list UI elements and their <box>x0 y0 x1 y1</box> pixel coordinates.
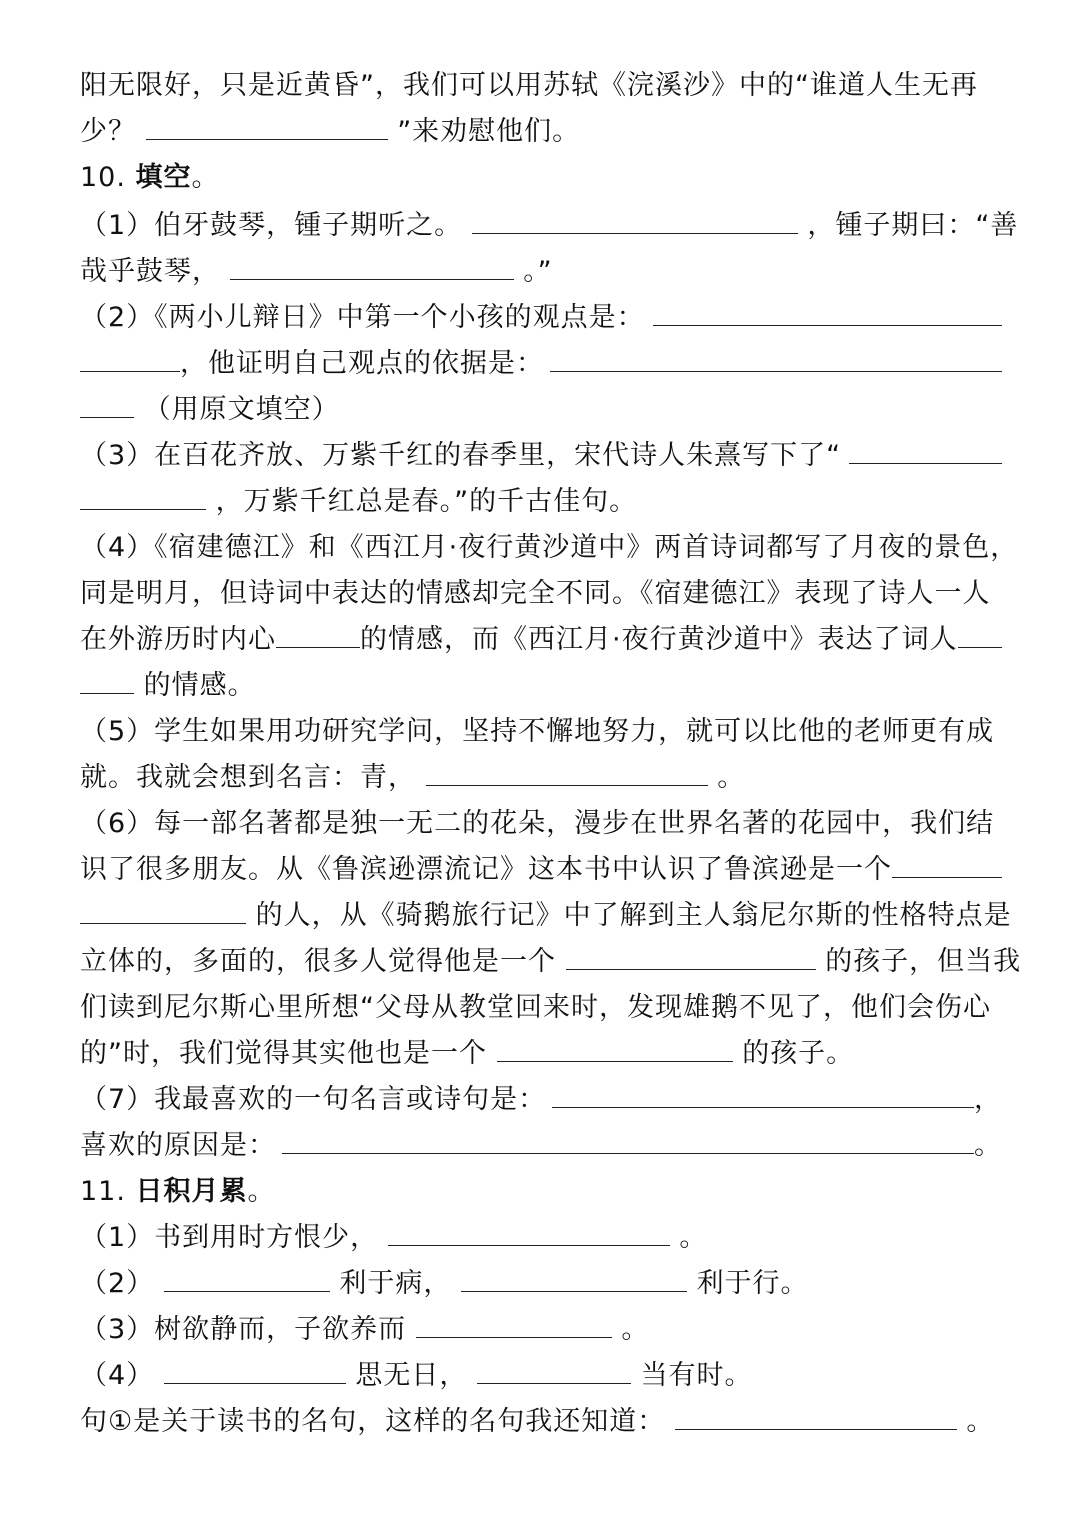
q10-3-text-b: ，万紫千红总是春。”的千古佳句。 <box>215 486 638 517</box>
q10-1-text-c: 哉乎鼓琴， <box>80 256 220 287</box>
q10-6-blank-3[interactable] <box>497 1035 733 1062</box>
q11-4-text-c: 当有时。 <box>640 1360 753 1391</box>
q10-6-text-d: 立体的，多面的，很多人觉得他是一个 <box>80 946 556 977</box>
q10-7-line-1 <box>80 1080 1002 1120</box>
q10-3-line-2 <box>80 482 1002 522</box>
q10-4-text-b: 同是明月，但诗词中表达的情感却完全不同。《宿建德江》表现了诗人一人 <box>80 578 991 609</box>
q10-4-blank-2[interactable] <box>958 621 1002 648</box>
q10-4-text-d: 的情感，而《西江月·夜行黄沙道中》表达了词人 <box>360 624 958 655</box>
q10-5-text-a: （5）学生如果用功研究学问，坚持不懈地努力，就可以比他的老师更有成 <box>80 716 995 747</box>
q10-4-line-2 <box>80 574 1002 614</box>
q10-6-text-g: 的”时，我们觉得其实他也是一个 <box>80 1038 487 1069</box>
q10-4-line-3 <box>80 620 1002 660</box>
q11-4-text-a: （4） <box>80 1360 155 1391</box>
q10-3-blank-cont[interactable] <box>80 483 206 510</box>
q11-title-end: 。 <box>247 1176 276 1207</box>
q10-7-line-2 <box>80 1126 1002 1166</box>
q10-title: 填空 <box>135 162 192 193</box>
q10-4-line-4 <box>80 666 1002 706</box>
q11-title: 日积月累 <box>135 1176 248 1207</box>
q10-4-blank-1[interactable] <box>276 621 360 648</box>
q11-heading <box>80 1172 1002 1212</box>
q11-2-text-c: 利于行。 <box>696 1268 809 1299</box>
q10-1-blank-2[interactable] <box>230 253 514 280</box>
q10-6-text-f: 们读到尼尔斯心里所想“父母从教堂回来时，发现雄鹅不见了，他们会伤心 <box>80 992 991 1023</box>
q11-4-line <box>80 1356 1002 1396</box>
q10-heading <box>80 158 1002 198</box>
q10-6-line-2 <box>80 850 1002 890</box>
q10-7-text-b: ， <box>974 1084 1002 1115</box>
q10-6-text-b: 识了很多朋友。从《鲁滨逊漂流记》这本书中认识了鲁滨逊是一个 <box>80 854 892 885</box>
q11-4-text-b: 思无日， <box>355 1360 468 1391</box>
q10-title-end: 。 <box>191 162 220 193</box>
q10-6-text-c: 的人，从《骑鹅旅行记》中了解到主人翁尼尔斯的性格特点是 <box>255 900 1012 931</box>
q10-2-text-c: （用原文填空） <box>143 394 340 425</box>
q10-3-line-1 <box>80 436 1002 476</box>
q10-7-blank-1[interactable] <box>552 1081 974 1108</box>
q11-4-blank-2[interactable] <box>477 1357 631 1384</box>
q10-number: 10. <box>80 162 126 193</box>
q10-6-line-3 <box>80 896 1012 936</box>
q11-2-text-b: 利于病， <box>339 1268 452 1299</box>
q10-6-line-6 <box>80 1034 1002 1074</box>
q10-7-blank-2[interactable] <box>282 1127 974 1154</box>
q10-4-blank-2-cont[interactable] <box>80 667 134 694</box>
q10-2-text-b: ，他证明自己观点的依据是： <box>180 348 544 379</box>
q11-4-blank-1[interactable] <box>164 1357 346 1384</box>
q11-tail-text-a: 句①是关于读书的名句，这样的名句我还知道： <box>80 1406 666 1437</box>
q11-2-text-a: （2） <box>80 1268 155 1299</box>
q10-6-blank-2[interactable] <box>566 943 816 970</box>
q10-1-text-a: （1）伯牙鼓琴，锺子期听之。 <box>80 210 463 241</box>
q10-1-line-1 <box>80 206 1019 246</box>
q10-5-blank[interactable] <box>426 759 708 786</box>
q10-3-text-a: （3）在百花齐放、万紫千红的春季里，宋代诗人朱熹写下了“ <box>80 440 842 471</box>
q9-line-2 <box>80 112 1002 152</box>
q11-3-blank[interactable] <box>416 1311 612 1338</box>
q10-6-line-4 <box>80 942 1022 982</box>
q10-6-blank-1[interactable] <box>892 851 1002 878</box>
q10-4-text-c: 在外游历时内心 <box>80 624 276 655</box>
q11-number: 11. <box>80 1176 126 1207</box>
q10-6-text-a: （6）每一部名著都是独一无二的花朵，漫步在世界名著的花园中，我们结 <box>80 808 995 839</box>
q10-1-blank-1[interactable] <box>472 207 798 234</box>
q10-5-text-c: 。 <box>717 762 746 793</box>
q10-1-line-2 <box>80 252 1002 292</box>
q10-1-text-d: 。” <box>523 256 553 287</box>
q10-2-blank-1-cont[interactable] <box>80 345 180 372</box>
q11-1-text-b: 。 <box>679 1222 708 1253</box>
q11-tail-line <box>80 1402 1002 1442</box>
q9-text-2b: ”来劝慰他们。 <box>397 116 581 147</box>
q11-2-line <box>80 1264 1002 1304</box>
q10-6-line-1 <box>80 804 1002 844</box>
q9-line-1 <box>80 66 1002 106</box>
q10-2-line-3 <box>80 390 1002 430</box>
q9-text-2a: 少？ <box>80 116 136 147</box>
q10-3-blank[interactable] <box>849 437 1002 464</box>
q10-2-text-a: （2）《两小儿辩日》中第一个小孩的观点是： <box>80 302 645 333</box>
q10-4-text-a: （4）《宿建德江》和《西江月·夜行黄沙道中》两首诗词都写了月夜的景色， <box>80 532 1019 563</box>
q10-5-line-2 <box>80 758 1002 798</box>
q10-1-text-b: ，锺子期曰：“善 <box>807 210 1019 241</box>
q10-7-text-a: （7）我最喜欢的一句名言或诗句是： <box>80 1084 547 1115</box>
q10-6-text-e: 的孩子，但当我 <box>825 946 1022 977</box>
q10-2-blank-2[interactable] <box>550 345 1002 372</box>
q10-7-text-c: 喜欢的原因是： <box>80 1130 276 1161</box>
q10-4-text-e: 的情感。 <box>143 670 256 701</box>
q11-1-text-a: （1）书到用时方恨少， <box>80 1222 379 1253</box>
q11-3-line <box>80 1310 1002 1350</box>
q10-2-line-2 <box>80 344 1002 384</box>
q10-2-blank-1[interactable] <box>653 299 1002 326</box>
q11-tail-blank[interactable] <box>675 1403 957 1430</box>
q10-5-text-b: 就。我就会想到名言：青， <box>80 762 416 793</box>
q10-4-line-1 <box>80 528 1019 568</box>
q11-tail-text-b: 。 <box>966 1406 995 1437</box>
q10-6-text-h: 的孩子。 <box>742 1038 855 1069</box>
q9-text-1: 阳无限好，只是近黄昏”，我们可以用苏轼《浣溪沙》中的“谁道人生无再 <box>80 70 978 101</box>
q10-7-text-d: 。 <box>974 1130 1002 1161</box>
q10-6-blank-1-cont[interactable] <box>80 897 246 924</box>
q10-2-blank-2-cont[interactable] <box>80 391 134 418</box>
q10-6-line-5 <box>80 988 1002 1028</box>
q11-2-blank-2[interactable] <box>461 1265 687 1292</box>
q11-2-blank-1[interactable] <box>164 1265 330 1292</box>
q10-5-line-1 <box>80 712 1002 752</box>
q11-3-text-b: 。 <box>621 1314 650 1345</box>
q11-1-line <box>80 1218 1002 1258</box>
q11-3-text-a: （3）树欲静而，子欲养而 <box>80 1314 407 1345</box>
q9-answer-blank[interactable] <box>146 113 388 140</box>
q11-1-blank[interactable] <box>388 1219 670 1246</box>
q10-2-line-1 <box>80 298 1002 338</box>
